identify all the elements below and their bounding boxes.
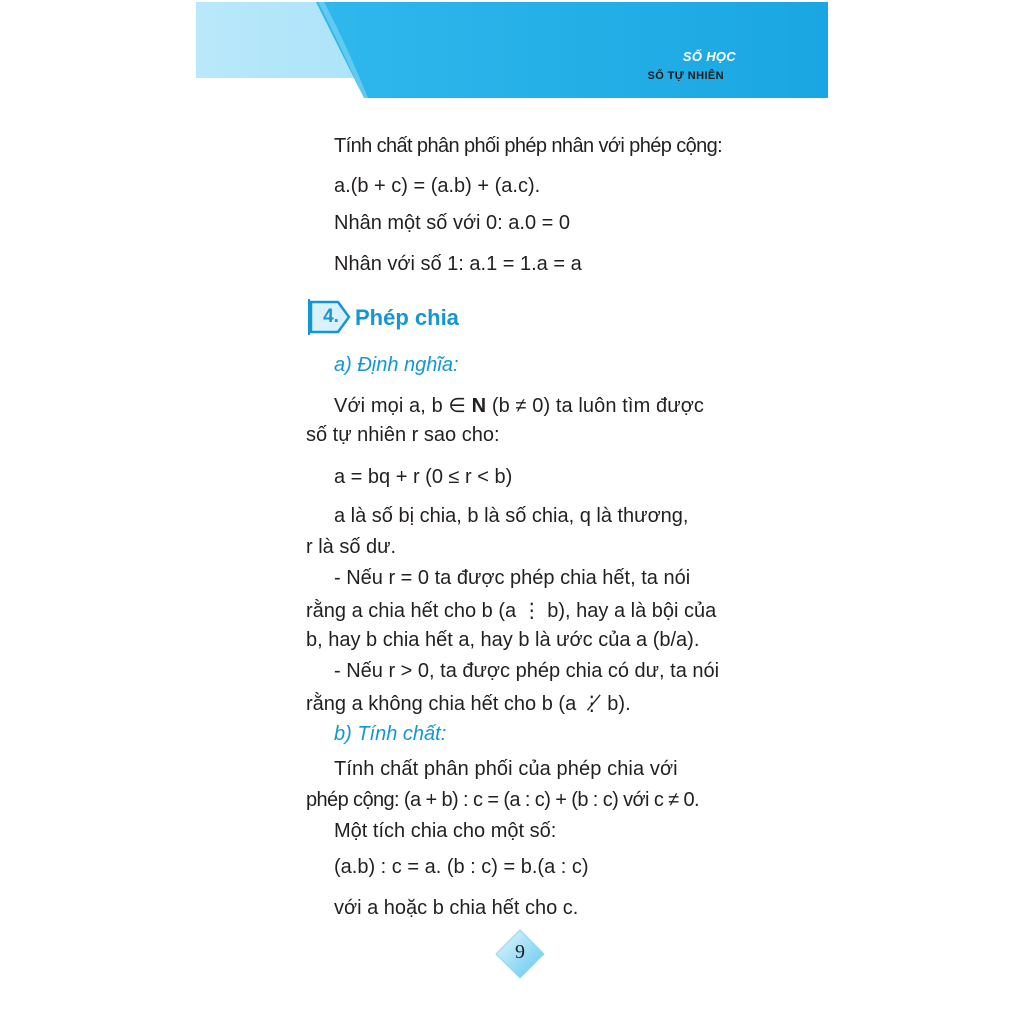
intro-line-1: Tính chất phân phối phép nhân với phép cộng: (334, 135, 723, 157)
header-band (196, 2, 828, 98)
property-line-2: phép cộng: (a + b) : c = (a : c) + (b : c) với c ≠ 0. (306, 789, 700, 811)
case1-line-2: rằng a chia hết cho b (a ⋮ b), hay a là bội của (306, 600, 717, 622)
subject-label: SỐ HỌC (682, 49, 736, 64)
case2-line-1: - Nếu r > 0, ta được phép chia có dư, ta nói (334, 660, 720, 682)
definition-line-1 (334, 393, 704, 418)
case1-line-1: - Nếu r = 0 ta được phép chia hết, ta nói (334, 567, 691, 589)
book-page (196, 0, 830, 1024)
product-condition: với a hoặc b chia hết cho c. (334, 897, 579, 919)
intro-line-3: Nhân một số với 0: a.0 = 0 (334, 212, 571, 234)
definition-line-2: số tự nhiên r sao cho: (306, 424, 500, 446)
definition-text-pre: Với mọi a, b ∈ (334, 395, 472, 417)
division-formula: a = bq + r (0 ≤ r < b) (334, 466, 513, 488)
definition-text-post: (b ≠ 0) ta luôn tìm được (486, 395, 705, 417)
page-number: 9 (515, 941, 525, 963)
product-formula: (a.b) : c = a. (b : c) = b.(a : c) (334, 856, 589, 878)
intro-line-4: Nhân với số 1: a.1 = 1.a = a (334, 253, 582, 275)
terms-line-1: a là số bị chia, b là số chia, q là thương, (334, 505, 689, 527)
intro-line-2: a.(b + c) = (a.b) + (a.c). (334, 175, 541, 197)
product-line: Một tích chia cho một số: (334, 820, 557, 842)
section-title: Phép chia (355, 305, 459, 330)
case2-line-2: rằng a không chia hết cho b (a ⋮̸ b). (306, 693, 631, 715)
property-line-1: Tính chất phân phối của phép chia với (334, 758, 678, 780)
case1-line-3: b, hay b chia hết a, hay b là ước của a (b/a). (306, 629, 700, 651)
property-heading: b) Tính chất: (334, 723, 447, 745)
terms-line-2: r là số dư. (306, 536, 397, 558)
natural-numbers-symbol: N (471, 395, 487, 417)
page-number-badge (494, 928, 546, 980)
definition-heading: a) Định nghĩa: (334, 354, 459, 376)
section-number: 4. (323, 306, 339, 327)
chapter-label: SỐ TỰ NHIÊN (647, 70, 724, 82)
